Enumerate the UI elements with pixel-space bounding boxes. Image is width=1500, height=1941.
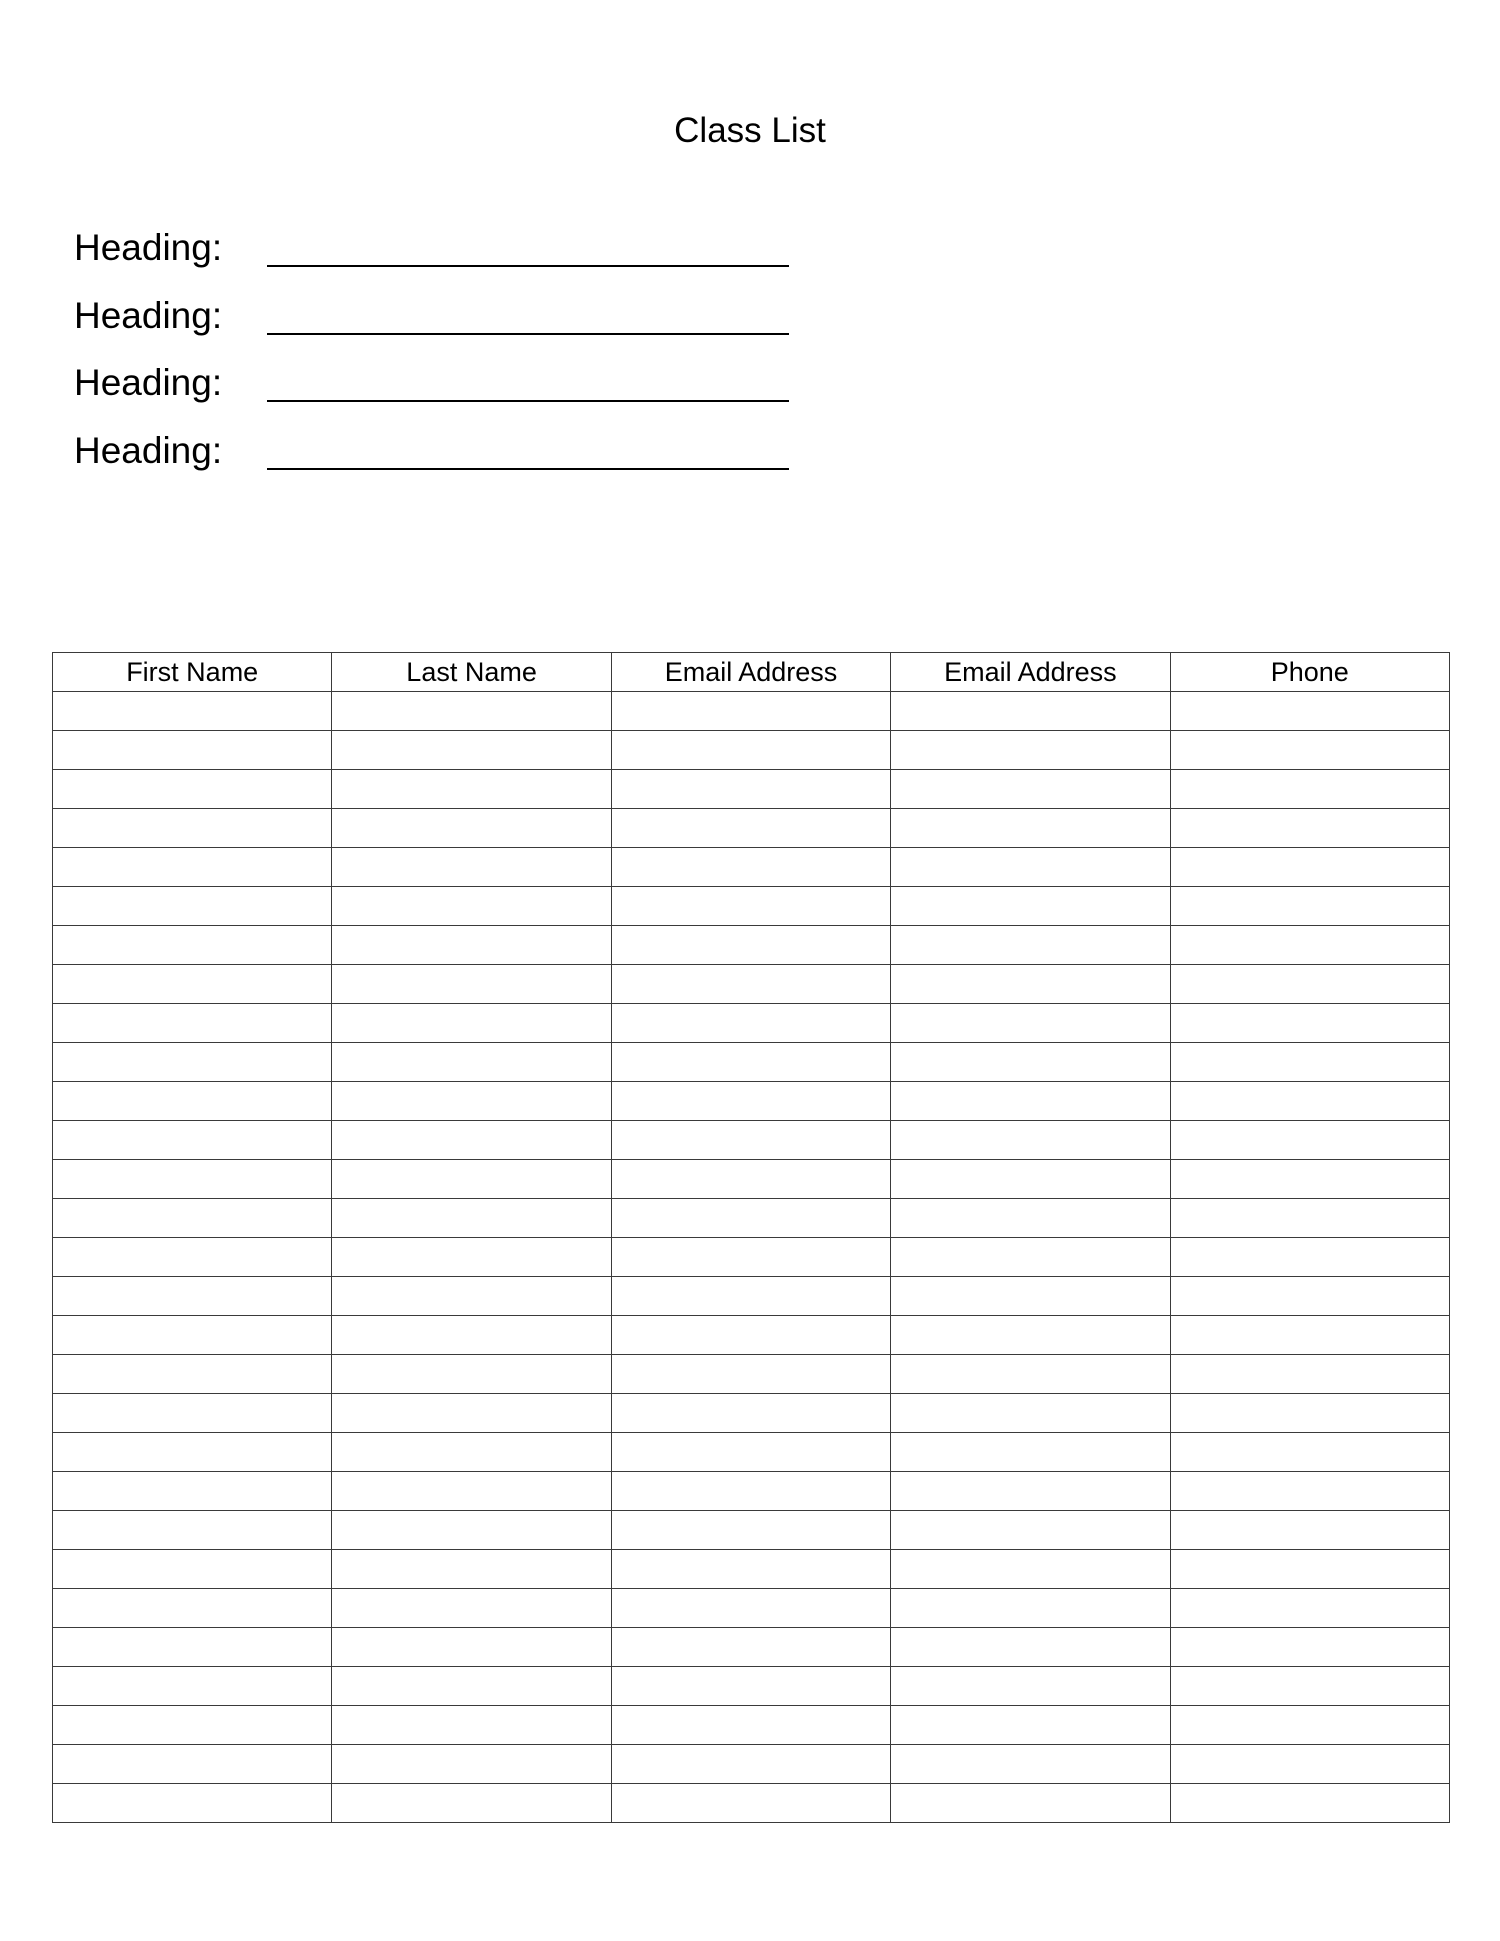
table-cell[interactable] — [53, 1667, 332, 1706]
table-cell[interactable] — [53, 1082, 332, 1121]
table-cell[interactable] — [611, 1043, 890, 1082]
table-cell[interactable] — [332, 1745, 611, 1784]
table-cell[interactable] — [332, 692, 611, 731]
table-cell[interactable] — [1170, 965, 1449, 1004]
table-header-row — [53, 653, 1450, 692]
table-cell[interactable] — [53, 1238, 332, 1277]
table-cell[interactable] — [611, 1628, 890, 1667]
table-cell[interactable] — [332, 1433, 611, 1472]
table-row — [53, 1355, 1450, 1394]
heading-field — [74, 427, 874, 495]
table-cell[interactable] — [332, 848, 611, 887]
table-cell[interactable] — [53, 1355, 332, 1394]
table-cell[interactable] — [611, 926, 890, 965]
table-row — [53, 887, 1450, 926]
table-cell[interactable] — [1170, 1589, 1449, 1628]
table-cell[interactable] — [332, 1082, 611, 1121]
table-cell[interactable] — [891, 1628, 1170, 1667]
table-cell[interactable] — [611, 809, 890, 848]
table-cell[interactable] — [611, 1004, 890, 1043]
heading-blank-line[interactable] — [267, 333, 789, 335]
table-cell[interactable] — [611, 692, 890, 731]
table-cell[interactable] — [611, 1667, 890, 1706]
table-cell[interactable] — [332, 1043, 611, 1082]
table-cell[interactable] — [611, 1784, 890, 1823]
table-cell[interactable] — [611, 1511, 890, 1550]
table-cell[interactable] — [891, 1511, 1170, 1550]
table-cell[interactable] — [1170, 1121, 1449, 1160]
table-row — [53, 1238, 1450, 1277]
column-header-first-name: First Name — [53, 653, 332, 692]
table-cell[interactable] — [53, 1628, 332, 1667]
table-cell[interactable] — [1170, 1511, 1449, 1550]
table-cell[interactable] — [332, 1628, 611, 1667]
table-cell[interactable] — [332, 1706, 611, 1745]
table-cell[interactable] — [332, 809, 611, 848]
table-cell[interactable] — [53, 1511, 332, 1550]
table-row — [53, 692, 1450, 731]
table-row — [53, 1433, 1450, 1472]
table-row — [53, 1043, 1450, 1082]
table-cell[interactable] — [1170, 848, 1449, 887]
table-cell[interactable] — [611, 1316, 890, 1355]
table-cell[interactable] — [332, 926, 611, 965]
table-cell[interactable] — [891, 1316, 1170, 1355]
table-cell[interactable] — [611, 770, 890, 809]
table-row — [53, 1277, 1450, 1316]
table-cell[interactable] — [891, 1199, 1170, 1238]
table-cell[interactable] — [53, 770, 332, 809]
table-cell[interactable] — [611, 848, 890, 887]
table-cell[interactable] — [53, 1121, 332, 1160]
table-cell[interactable] — [891, 1667, 1170, 1706]
table-cell[interactable] — [53, 1316, 332, 1355]
table-cell[interactable] — [53, 1394, 332, 1433]
table-row — [53, 1199, 1450, 1238]
table-cell[interactable] — [53, 1004, 332, 1043]
table-cell[interactable] — [611, 731, 890, 770]
table-cell[interactable] — [611, 1277, 890, 1316]
table-cell[interactable] — [611, 965, 890, 1004]
table-cell[interactable] — [611, 1433, 890, 1472]
table-cell[interactable] — [891, 887, 1170, 926]
table-cell[interactable] — [891, 965, 1170, 1004]
table-cell[interactable] — [1170, 887, 1449, 926]
table-cell[interactable] — [1170, 1550, 1449, 1589]
table-cell[interactable] — [332, 1316, 611, 1355]
table-row — [53, 926, 1450, 965]
table-cell[interactable] — [53, 1160, 332, 1199]
table-row — [53, 1316, 1450, 1355]
heading-label: Heading: — [74, 294, 223, 336]
table-cell[interactable] — [332, 1160, 611, 1199]
heading-field — [74, 224, 874, 292]
table-cell[interactable] — [332, 1238, 611, 1277]
table-cell[interactable] — [891, 1121, 1170, 1160]
table-cell[interactable] — [1170, 809, 1449, 848]
table-cell[interactable] — [1170, 1238, 1449, 1277]
table-row — [53, 1004, 1450, 1043]
table-cell[interactable] — [611, 1121, 890, 1160]
column-header-email-address-2: Email Address — [891, 653, 1170, 692]
heading-blank-line[interactable] — [267, 265, 789, 267]
table-cell[interactable] — [332, 1199, 611, 1238]
table-row — [53, 1706, 1450, 1745]
column-header-last-name: Last Name — [332, 653, 611, 692]
column-header-phone: Phone — [1170, 653, 1449, 692]
table-cell[interactable] — [332, 1589, 611, 1628]
table-cell[interactable] — [1170, 1472, 1449, 1511]
table-cell[interactable] — [332, 1355, 611, 1394]
heading-field — [74, 359, 874, 427]
table-cell[interactable] — [891, 1589, 1170, 1628]
table-cell[interactable] — [332, 1472, 611, 1511]
table-cell[interactable] — [332, 1784, 611, 1823]
table-cell[interactable] — [332, 770, 611, 809]
table-cell[interactable] — [891, 1082, 1170, 1121]
page-title: Class List — [674, 111, 826, 150]
table-cell[interactable] — [1170, 1745, 1449, 1784]
table-cell[interactable] — [332, 887, 611, 926]
table-cell[interactable] — [611, 1550, 890, 1589]
table-cell[interactable] — [891, 809, 1170, 848]
table-cell[interactable] — [611, 1706, 890, 1745]
table-cell[interactable] — [332, 1277, 611, 1316]
table-cell[interactable] — [1170, 1433, 1449, 1472]
table-cell[interactable] — [1170, 1004, 1449, 1043]
table-cell[interactable] — [611, 1394, 890, 1433]
table-cell[interactable] — [891, 848, 1170, 887]
table-cell[interactable] — [611, 1160, 890, 1199]
table-cell[interactable] — [53, 809, 332, 848]
table-row — [53, 965, 1450, 1004]
table-cell[interactable] — [332, 1667, 611, 1706]
table-cell[interactable] — [53, 1550, 332, 1589]
class-list-table — [52, 652, 1450, 1823]
table-cell[interactable] — [1170, 1160, 1449, 1199]
table-cell[interactable] — [611, 887, 890, 926]
table-cell[interactable] — [1170, 1082, 1449, 1121]
table-cell[interactable] — [611, 1082, 890, 1121]
table-cell[interactable] — [53, 926, 332, 965]
table-cell[interactable] — [53, 731, 332, 770]
table-cell[interactable] — [332, 965, 611, 1004]
table-cell[interactable] — [1170, 1667, 1449, 1706]
table-row — [53, 1745, 1450, 1784]
table-cell[interactable] — [53, 887, 332, 926]
table-cell[interactable] — [611, 1238, 890, 1277]
table-cell[interactable] — [891, 926, 1170, 965]
table-cell[interactable] — [1170, 1628, 1449, 1667]
table-cell[interactable] — [332, 1550, 611, 1589]
table-row — [53, 1628, 1450, 1667]
table-row — [53, 1667, 1450, 1706]
table-cell[interactable] — [891, 1043, 1170, 1082]
table-row — [53, 1784, 1450, 1823]
table-cell[interactable] — [53, 848, 332, 887]
table-cell[interactable] — [53, 1043, 332, 1082]
table-cell[interactable] — [53, 692, 332, 731]
table-row — [53, 770, 1450, 809]
heading-label: Heading: — [74, 362, 223, 403]
table-cell[interactable] — [1170, 926, 1449, 965]
table-cell[interactable] — [332, 731, 611, 770]
heading-blank-line[interactable] — [267, 400, 789, 402]
heading-field — [74, 292, 874, 360]
table-cell[interactable] — [891, 770, 1170, 809]
table-cell[interactable] — [891, 1784, 1170, 1823]
table-cell[interactable] — [611, 1745, 890, 1784]
table-cell[interactable] — [53, 1433, 332, 1472]
table-row — [53, 731, 1450, 770]
table-cell[interactable] — [1170, 1277, 1449, 1316]
heading-fields — [74, 224, 874, 494]
table-cell[interactable] — [891, 1472, 1170, 1511]
table-row — [53, 1394, 1450, 1433]
table-cell[interactable] — [53, 1784, 332, 1823]
table-cell[interactable] — [611, 1472, 890, 1511]
table-cell[interactable] — [611, 1355, 890, 1394]
table-row — [53, 848, 1450, 887]
table-cell[interactable] — [53, 1277, 332, 1316]
table-row — [53, 1511, 1450, 1550]
table-cell[interactable] — [1170, 770, 1449, 809]
table-row — [53, 1082, 1450, 1121]
table-row — [53, 809, 1450, 848]
table-cell[interactable] — [53, 965, 332, 1004]
table-cell[interactable] — [891, 1745, 1170, 1784]
table-cell[interactable] — [891, 1706, 1170, 1745]
table-cell[interactable] — [891, 1277, 1170, 1316]
table-cell[interactable] — [611, 1199, 890, 1238]
table-row — [53, 1550, 1450, 1589]
table-cell[interactable] — [891, 1160, 1170, 1199]
table-cell[interactable] — [1170, 692, 1449, 731]
table-body — [53, 692, 1450, 1823]
table-row — [53, 1121, 1450, 1160]
table-row — [53, 1589, 1450, 1628]
table-cell[interactable] — [1170, 1043, 1449, 1082]
heading-label: Heading: — [74, 429, 223, 471]
column-header-email-address: Email Address — [611, 653, 890, 692]
table-cell[interactable] — [1170, 1706, 1449, 1745]
table-cell[interactable] — [53, 1472, 332, 1511]
table-cell[interactable] — [332, 1121, 611, 1160]
table-cell[interactable] — [1170, 1199, 1449, 1238]
table-cell[interactable] — [891, 1394, 1170, 1433]
table-cell[interactable] — [53, 1706, 332, 1745]
table-row — [53, 1160, 1450, 1199]
table-cell[interactable] — [1170, 1316, 1449, 1355]
table-cell[interactable] — [53, 1199, 332, 1238]
table-cell[interactable] — [891, 1433, 1170, 1472]
table-cell[interactable] — [332, 1004, 611, 1043]
table-cell[interactable] — [891, 1004, 1170, 1043]
table-cell[interactable] — [1170, 1355, 1449, 1394]
table-cell[interactable] — [53, 1589, 332, 1628]
heading-blank-line[interactable] — [267, 468, 789, 470]
table-cell[interactable] — [891, 692, 1170, 731]
table-cell[interactable] — [891, 731, 1170, 770]
heading-label: Heading: — [74, 227, 223, 268]
table-cell[interactable] — [332, 1511, 611, 1550]
table-cell[interactable] — [1170, 1394, 1449, 1433]
table-row — [53, 1472, 1450, 1511]
table-cell[interactable] — [1170, 1784, 1449, 1823]
table-cell[interactable] — [53, 1745, 332, 1784]
table-cell[interactable] — [1170, 731, 1449, 770]
table-cell[interactable] — [891, 1550, 1170, 1589]
table-cell[interactable] — [891, 1238, 1170, 1277]
table-cell[interactable] — [611, 1589, 890, 1628]
table-cell[interactable] — [891, 1355, 1170, 1394]
table-cell[interactable] — [332, 1394, 611, 1433]
